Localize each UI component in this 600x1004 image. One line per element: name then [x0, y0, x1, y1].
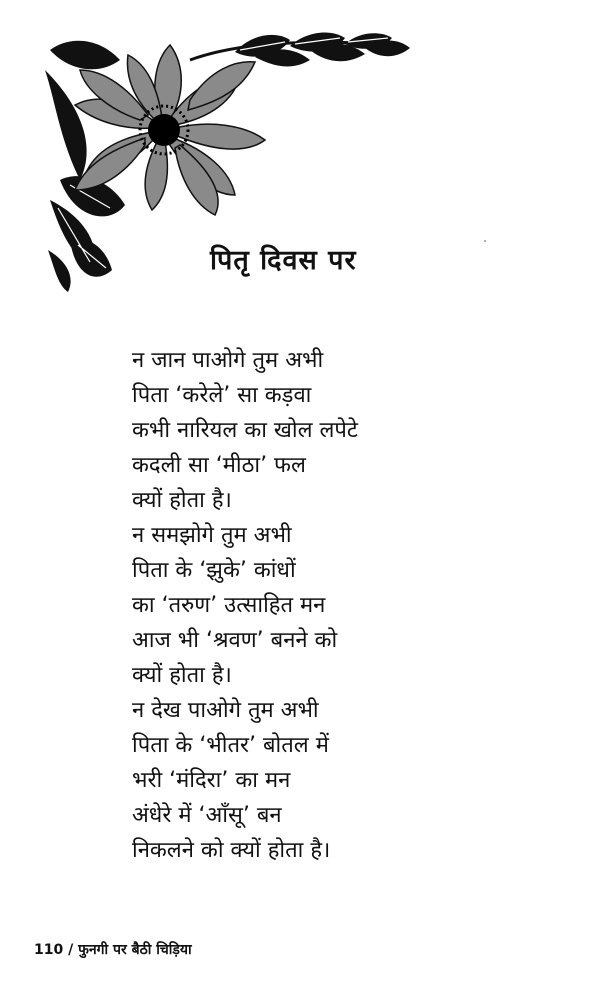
poem-line: न जान पाओगे तुम अभी	[132, 348, 324, 373]
page-number: 110	[34, 942, 64, 958]
poem-line: पिता के ‘झुके’ कांधों	[132, 558, 296, 583]
poem-line: पिता के ‘भीतर’ बोतल में	[132, 733, 329, 758]
poem-line: कदली सा ‘मीठा’ फल	[132, 453, 306, 478]
leaf-branch-top	[190, 32, 410, 66]
poem-title: पितृ दिवस पर	[210, 245, 357, 276]
poem-line: न समझोगे तुम अभी	[132, 523, 292, 548]
poem-line: पिता ‘करेले’ सा कड़वा	[132, 383, 312, 408]
scan-speck	[484, 240, 486, 242]
book-title: फुनगी पर बैठी चिड़िया	[78, 942, 192, 958]
poem-line: भरी ‘मंदिरा’ का मन	[132, 768, 291, 793]
poem-line: कभी नारियल का खोल लपेटे	[132, 418, 359, 443]
poem-line: अंधेरे में ‘आँसू’ बन	[132, 803, 282, 828]
poem-line: क्यों होता है।	[132, 663, 232, 688]
footer-separator: /	[68, 942, 74, 958]
poem-line: निकलने को क्यों होता है।	[132, 838, 331, 863]
poem-body	[132, 343, 452, 868]
poem-line: आज भी ‘श्रवण’ बनने को	[132, 628, 338, 653]
poem-line: का ‘तरुण’ उत्साहित मन	[132, 593, 326, 618]
poem-line: क्यों होता है।	[132, 488, 232, 513]
poem-line: न देख पाओगे तुम अभी	[132, 698, 319, 723]
page-footer	[34, 940, 192, 959]
flower-center	[148, 114, 180, 146]
